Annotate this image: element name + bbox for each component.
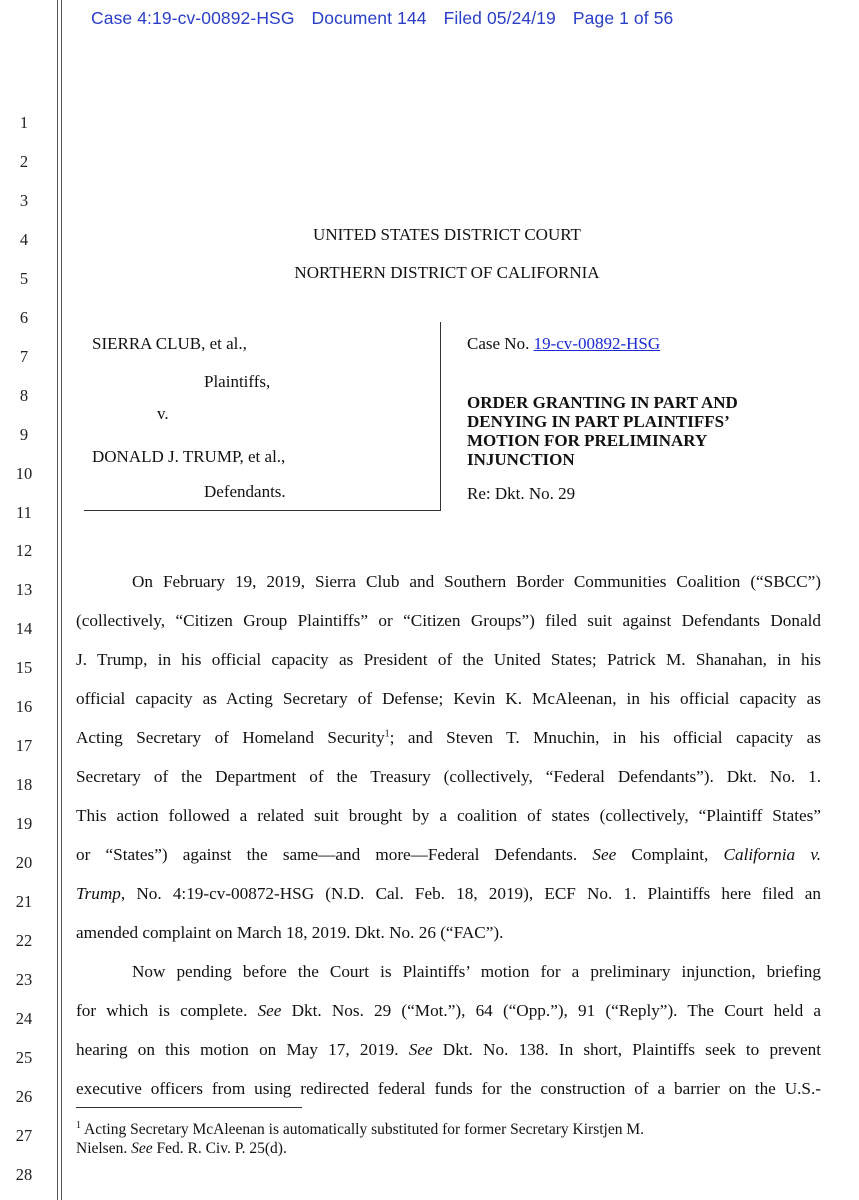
order-title-line-3: MOTION FOR PRELIMINARY [467,431,708,450]
line-number: 27 [15,1125,33,1145]
header-filed-date: Filed 05/24/19 [443,8,556,28]
body-line-22: amended complaint on March 18, 2019. Dkt. No. 26 (“FAC”). [76,923,504,942]
line-number: 28 [15,1164,33,1184]
body-text: or “States”) against the same—and more—Federal Defendants. [76,845,593,864]
case-name: California v. [723,845,821,864]
footnote-line-2 [76,1140,287,1158]
court-name: UNITED STATES DISTRICT COURT [313,225,581,244]
footnote-reference: 1 [384,728,390,740]
caption-defendant: DONALD J. TRUMP, et al., [92,447,286,466]
header-case-number: Case 4:19-cv-00892-HSG [91,8,295,28]
case-number-label: Case No. [467,334,530,353]
caption-plaintiff: SIERRA CLUB, et al., [92,334,247,353]
line-number: 26 [15,1086,33,1106]
body-text: hearing on this motion on May 17, 2019. [76,1040,409,1059]
line-number: 6 [19,307,29,327]
line-number: 14 [15,619,33,639]
line-number: 18 [15,775,33,795]
footnote-line-1 [76,1121,644,1139]
body-text: for which is complete. [76,1001,258,1020]
line-number: 16 [15,697,33,717]
body-line-13: On February 19, 2019, Sierra Club and Southern Border Communities Coalition (“SBCC”) [132,572,821,591]
line-number: 25 [15,1047,33,1067]
caption-defendant-role: Defendants. [204,482,286,501]
body-line-25 [76,1040,821,1060]
line-number: 10 [15,463,33,483]
line-number: 4 [19,229,29,249]
body-line-26: executive officers from using redirected federal funds for the construction of a barrier on the U.S.- [76,1079,821,1098]
body-text: Dkt. Nos. 29 (“Mot.”), 64 (“Opp.”), 91 (“Reply”). The Court held a [281,1001,821,1020]
margin-rule-left-outer [57,0,58,1200]
footnote-text: Acting Secretary McAleenan is automatically substituted for former Secretary Kirstjen M. [81,1121,644,1138]
body-text: , No. 4:19-cv-00872-HSG (N.D. Cal. Feb. 18, 2019), ECF No. 1. Plaintiffs here filed an [120,884,821,903]
body-text: Acting Secretary of Homeland Security [76,728,385,747]
body-text: Complaint, [616,845,724,864]
line-number: 13 [15,580,33,600]
line-number: 1 [19,113,29,132]
body-line-15: J. Trump, in his official capacity as President of the United States; Patrick M. Shanahan, in his [76,650,821,669]
footnote-text: Nielsen. [76,1140,132,1157]
body-line-21 [76,884,821,904]
line-number: 15 [15,658,33,678]
caption-plaintiff-role: Plaintiffs, [204,372,271,391]
footnote-text: Fed. R. Civ. P. 25(d). [152,1140,287,1157]
body-line-14: (collectively, “Citizen Group Plaintiffs” or “Citizen Groups”) filed suit against Defendants Donald [76,611,821,630]
body-text: Dkt. No. 138. In short, Plaintiffs seek to prevent [432,1040,821,1059]
header-page-count: Page 1 of 56 [572,8,674,28]
line-number: 3 [19,190,29,210]
order-title-line-1: ORDER GRANTING IN PART AND [467,393,738,412]
body-line-20 [76,845,821,865]
line-number: 22 [15,930,33,950]
case-name: Trump [76,884,121,903]
line-number: 9 [19,424,29,444]
line-number: 7 [19,346,29,366]
body-line-24 [76,1001,821,1021]
line-number: 2 [19,151,29,171]
body-line-19: This action followed a related suit brought by a coalition of states (collectively, “Plaintiff States” [76,806,821,825]
line-number: 24 [15,1008,33,1028]
docket-reference: Re: Dkt. No. 29 [467,484,576,503]
signal-see: See [257,1001,282,1020]
margin-rule-left-inner [61,0,62,1200]
caption-versus: v. [157,404,169,423]
line-number: 11 [16,502,32,522]
caption-divider-vertical [440,322,441,510]
line-number: 8 [19,385,29,405]
line-number: 21 [15,892,33,911]
body-text: ; and Steven T. Mnuchin, in his official capacity as [389,728,821,747]
caption-divider-horizontal [84,510,441,511]
body-line-17 [76,728,821,748]
court-district: NORTHERN DISTRICT OF CALIFORNIA [294,263,600,282]
ecf-header [91,8,690,29]
line-number: 20 [15,853,33,873]
body-line-23: Now pending before the Court is Plaintiffs’ motion for a preliminary injunction, briefing [132,962,821,981]
case-number-line [467,334,660,354]
header-document-number: Document 144 [311,8,427,28]
line-number: 23 [15,969,33,989]
line-number: 19 [15,814,33,834]
signal-see: See [408,1040,433,1059]
line-number: 5 [19,268,29,288]
order-title-line-4: INJUNCTION [467,450,575,469]
body-line-16: official capacity as Acting Secretary of Defense; Kevin K. McAleenan, in his official capacity as [76,689,821,708]
signal-see: See [131,1140,153,1157]
line-number: 17 [15,736,33,756]
case-number-link[interactable]: 19-cv-00892-HSG [533,334,661,353]
line-number: 12 [15,541,33,561]
body-line-18: Secretary of the Department of the Treasury (collectively, “Federal Defendants”). Dkt. No. 1. [76,767,821,786]
footnote-separator [76,1107,302,1108]
order-title-line-2: DENYING IN PART PLAINTIFFS’ [467,412,730,431]
signal-see: See [592,845,617,864]
footnote-mark: 1 [76,1119,81,1131]
